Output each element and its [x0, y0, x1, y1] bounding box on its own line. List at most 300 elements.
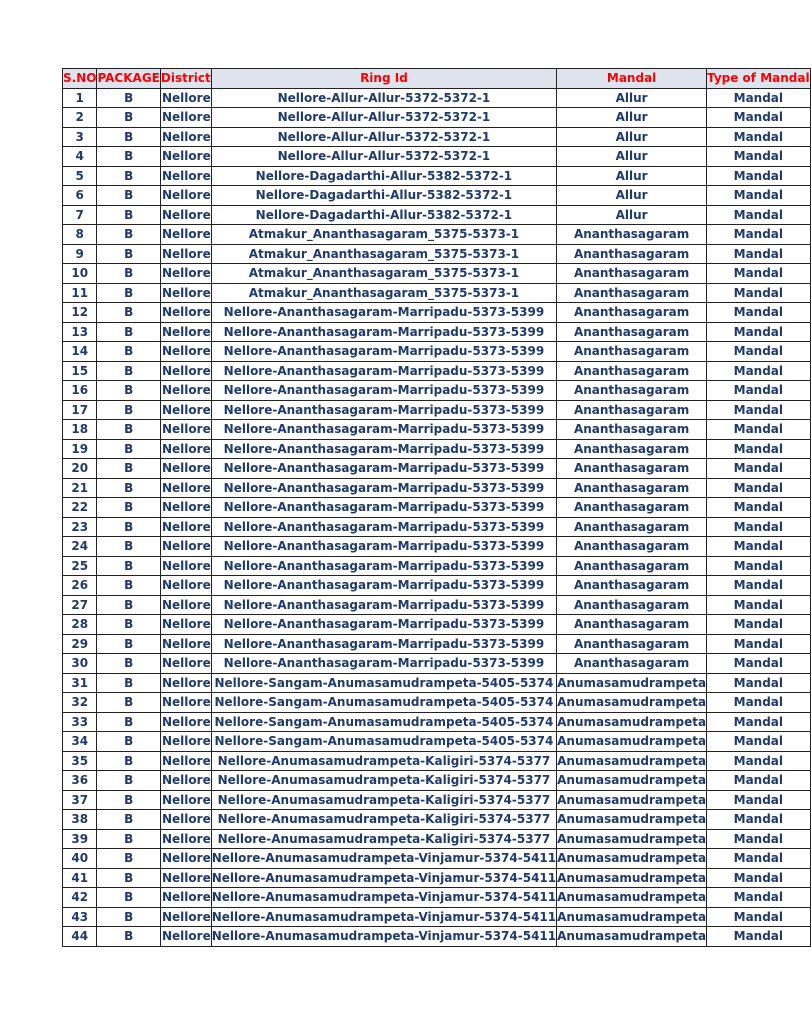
cell-type-of-mandal: Mandal — [707, 186, 811, 206]
cell-district: Nellore — [160, 712, 211, 732]
table-row — [63, 673, 811, 693]
cell-mandal: Ananthasagaram — [557, 400, 707, 420]
cell-ring-id: Nellore-Anumasamudrampeta-Kaligiri-5374-5377 — [211, 751, 556, 771]
cell-district: Nellore — [160, 771, 211, 791]
cell-sno: 40 — [63, 849, 97, 869]
cell-type-of-mandal: Mandal — [707, 361, 811, 381]
cell-ring-id: Nellore-Ananthasagaram-Marripadu-5373-5399 — [211, 615, 556, 635]
cell-mandal: Ananthasagaram — [557, 459, 707, 479]
cell-ring-id: Nellore-Dagadarthi-Allur-5382-5372-1 — [211, 166, 556, 186]
cell-sno: 8 — [63, 225, 97, 245]
cell-ring-id: Nellore-Anumasamudrampeta-Kaligiri-5374-5377 — [211, 771, 556, 791]
table-row — [63, 400, 811, 420]
cell-ring-id: Nellore-Allur-Allur-5372-5372-1 — [211, 127, 556, 147]
cell-type-of-mandal: Mandal — [707, 381, 811, 401]
header-ring-id: Ring Id — [211, 69, 556, 89]
table-row — [63, 537, 811, 557]
cell-district: Nellore — [160, 205, 211, 225]
cell-ring-id: Nellore-Anumasamudrampeta-Vinjamur-5374-5411 — [211, 888, 556, 908]
cell-ring-id: Nellore-Allur-Allur-5372-5372-1 — [211, 147, 556, 167]
cell-mandal: Ananthasagaram — [557, 595, 707, 615]
cell-district: Nellore — [160, 147, 211, 167]
cell-district: Nellore — [160, 264, 211, 284]
cell-ring-id: Nellore-Sangam-Anumasamudrampeta-5405-5374 — [211, 712, 556, 732]
header-district: District — [160, 69, 211, 89]
cell-mandal: Ananthasagaram — [557, 361, 707, 381]
cell-type-of-mandal: Mandal — [707, 517, 811, 537]
cell-district: Nellore — [160, 439, 211, 459]
cell-type-of-mandal: Mandal — [707, 342, 811, 362]
cell-district: Nellore — [160, 361, 211, 381]
cell-mandal: Ananthasagaram — [557, 381, 707, 401]
table-row — [63, 751, 811, 771]
cell-sno: 9 — [63, 244, 97, 264]
cell-district: Nellore — [160, 849, 211, 869]
cell-mandal: Anumasamudrampeta — [557, 927, 707, 947]
cell-mandal: Ananthasagaram — [557, 322, 707, 342]
cell-ring-id: Nellore-Ananthasagaram-Marripadu-5373-5399 — [211, 420, 556, 440]
table-row — [63, 790, 811, 810]
cell-mandal: Allur — [557, 88, 707, 108]
table-row — [63, 283, 811, 303]
cell-district: Nellore — [160, 537, 211, 557]
cell-mandal: Anumasamudrampeta — [557, 693, 707, 713]
cell-ring-id: Nellore-Sangam-Anumasamudrampeta-5405-5374 — [211, 693, 556, 713]
cell-type-of-mandal: Mandal — [707, 498, 811, 518]
cell-ring-id: Nellore-Ananthasagaram-Marripadu-5373-5399 — [211, 517, 556, 537]
cell-sno: 11 — [63, 283, 97, 303]
cell-package: B — [97, 127, 160, 147]
table-row — [63, 342, 811, 362]
cell-type-of-mandal: Mandal — [707, 576, 811, 596]
cell-district: Nellore — [160, 595, 211, 615]
cell-sno: 25 — [63, 556, 97, 576]
table-row — [63, 517, 811, 537]
cell-district: Nellore — [160, 166, 211, 186]
cell-district: Nellore — [160, 459, 211, 479]
cell-type-of-mandal: Mandal — [707, 283, 811, 303]
table-row — [63, 615, 811, 635]
cell-sno: 16 — [63, 381, 97, 401]
cell-mandal: Allur — [557, 186, 707, 206]
cell-ring-id: Atmakur_Ananthasagaram_5375-5373-1 — [211, 244, 556, 264]
cell-ring-id: Nellore-Ananthasagaram-Marripadu-5373-5399 — [211, 498, 556, 518]
cell-type-of-mandal: Mandal — [707, 88, 811, 108]
cell-mandal: Ananthasagaram — [557, 303, 707, 323]
cell-district: Nellore — [160, 868, 211, 888]
cell-sno: 42 — [63, 888, 97, 908]
cell-mandal: Ananthasagaram — [557, 654, 707, 674]
cell-mandal: Ananthasagaram — [557, 283, 707, 303]
table-row — [63, 654, 811, 674]
cell-district: Nellore — [160, 400, 211, 420]
cell-package: B — [97, 556, 160, 576]
cell-mandal: Allur — [557, 166, 707, 186]
cell-type-of-mandal: Mandal — [707, 537, 811, 557]
cell-mandal: Anumasamudrampeta — [557, 712, 707, 732]
cell-mandal: Allur — [557, 205, 707, 225]
cell-mandal: Ananthasagaram — [557, 517, 707, 537]
cell-package: B — [97, 712, 160, 732]
cell-mandal: Ananthasagaram — [557, 420, 707, 440]
cell-mandal: Ananthasagaram — [557, 537, 707, 557]
table-row — [63, 108, 811, 128]
cell-ring-id: Nellore-Anumasamudrampeta-Vinjamur-5374-5411 — [211, 868, 556, 888]
cell-type-of-mandal: Mandal — [707, 712, 811, 732]
cell-type-of-mandal: Mandal — [707, 166, 811, 186]
cell-ring-id: Nellore-Ananthasagaram-Marripadu-5373-5399 — [211, 537, 556, 557]
cell-district: Nellore — [160, 634, 211, 654]
cell-sno: 12 — [63, 303, 97, 323]
table-row — [63, 693, 811, 713]
cell-mandal: Ananthasagaram — [557, 478, 707, 498]
cell-district: Nellore — [160, 342, 211, 362]
cell-district: Nellore — [160, 751, 211, 771]
cell-type-of-mandal: Mandal — [707, 634, 811, 654]
cell-ring-id: Nellore-Anumasamudrampeta-Kaligiri-5374-5377 — [211, 790, 556, 810]
header-sno: S.NO — [63, 69, 97, 89]
cell-type-of-mandal: Mandal — [707, 654, 811, 674]
cell-package: B — [97, 342, 160, 362]
cell-package: B — [97, 420, 160, 440]
cell-sno: 35 — [63, 751, 97, 771]
cell-ring-id: Nellore-Ananthasagaram-Marripadu-5373-5399 — [211, 400, 556, 420]
cell-package: B — [97, 303, 160, 323]
cell-district: Nellore — [160, 810, 211, 830]
cell-district: Nellore — [160, 654, 211, 674]
cell-sno: 38 — [63, 810, 97, 830]
cell-sno: 4 — [63, 147, 97, 167]
cell-sno: 44 — [63, 927, 97, 947]
cell-package: B — [97, 264, 160, 284]
cell-package: B — [97, 888, 160, 908]
table-row — [63, 420, 811, 440]
table-row — [63, 361, 811, 381]
cell-mandal: Allur — [557, 108, 707, 128]
cell-package: B — [97, 673, 160, 693]
cell-type-of-mandal: Mandal — [707, 790, 811, 810]
cell-ring-id: Nellore-Allur-Allur-5372-5372-1 — [211, 88, 556, 108]
cell-type-of-mandal: Mandal — [707, 732, 811, 752]
table-row — [63, 634, 811, 654]
cell-district: Nellore — [160, 381, 211, 401]
cell-district: Nellore — [160, 927, 211, 947]
cell-mandal: Anumasamudrampeta — [557, 790, 707, 810]
table-row — [63, 303, 811, 323]
cell-district: Nellore — [160, 244, 211, 264]
cell-package: B — [97, 868, 160, 888]
cell-ring-id: Nellore-Anumasamudrampeta-Vinjamur-5374-5411 — [211, 849, 556, 869]
table-row — [63, 244, 811, 264]
cell-sno: 28 — [63, 615, 97, 635]
cell-sno: 1 — [63, 88, 97, 108]
table-row — [63, 478, 811, 498]
cell-district: Nellore — [160, 907, 211, 927]
cell-sno: 10 — [63, 264, 97, 284]
cell-district: Nellore — [160, 127, 211, 147]
cell-sno: 14 — [63, 342, 97, 362]
header-mandal: Mandal — [557, 69, 707, 89]
cell-type-of-mandal: Mandal — [707, 439, 811, 459]
cell-type-of-mandal: Mandal — [707, 615, 811, 635]
cell-sno: 33 — [63, 712, 97, 732]
cell-type-of-mandal: Mandal — [707, 673, 811, 693]
cell-district: Nellore — [160, 790, 211, 810]
cell-package: B — [97, 517, 160, 537]
cell-mandal: Ananthasagaram — [557, 225, 707, 245]
cell-sno: 22 — [63, 498, 97, 518]
table-row — [63, 595, 811, 615]
table-row — [63, 907, 811, 927]
cell-package: B — [97, 381, 160, 401]
cell-package: B — [97, 498, 160, 518]
cell-package: B — [97, 322, 160, 342]
cell-package: B — [97, 907, 160, 927]
cell-sno: 43 — [63, 907, 97, 927]
cell-package: B — [97, 849, 160, 869]
cell-package: B — [97, 225, 160, 245]
table-row — [63, 264, 811, 284]
cell-mandal: Allur — [557, 127, 707, 147]
cell-ring-id: Atmakur_Ananthasagaram_5375-5373-1 — [211, 264, 556, 284]
cell-package: B — [97, 108, 160, 128]
cell-ring-id: Nellore-Anumasamudrampeta-Vinjamur-5374-5411 — [211, 907, 556, 927]
cell-ring-id: Nellore-Sangam-Anumasamudrampeta-5405-5374 — [211, 732, 556, 752]
table-row — [63, 849, 811, 869]
cell-mandal: Anumasamudrampeta — [557, 888, 707, 908]
cell-type-of-mandal: Mandal — [707, 205, 811, 225]
cell-package: B — [97, 186, 160, 206]
cell-mandal: Ananthasagaram — [557, 342, 707, 362]
cell-mandal: Ananthasagaram — [557, 264, 707, 284]
cell-ring-id: Nellore-Ananthasagaram-Marripadu-5373-5399 — [211, 654, 556, 674]
cell-type-of-mandal: Mandal — [707, 108, 811, 128]
cell-sno: 23 — [63, 517, 97, 537]
table-row — [63, 771, 811, 791]
cell-district: Nellore — [160, 576, 211, 596]
cell-type-of-mandal: Mandal — [707, 595, 811, 615]
cell-type-of-mandal: Mandal — [707, 322, 811, 342]
table-row — [63, 127, 811, 147]
table-row — [63, 166, 811, 186]
cell-package: B — [97, 927, 160, 947]
cell-package: B — [97, 829, 160, 849]
cell-mandal: Ananthasagaram — [557, 634, 707, 654]
cell-ring-id: Nellore-Ananthasagaram-Marripadu-5373-5399 — [211, 342, 556, 362]
table-row — [63, 576, 811, 596]
cell-ring-id: Nellore-Ananthasagaram-Marripadu-5373-5399 — [211, 439, 556, 459]
cell-type-of-mandal: Mandal — [707, 478, 811, 498]
cell-sno: 34 — [63, 732, 97, 752]
cell-sno: 29 — [63, 634, 97, 654]
header-row — [63, 69, 811, 89]
cell-district: Nellore — [160, 478, 211, 498]
cell-package: B — [97, 205, 160, 225]
cell-district: Nellore — [160, 283, 211, 303]
cell-ring-id: Atmakur_Ananthasagaram_5375-5373-1 — [211, 225, 556, 245]
cell-mandal: Ananthasagaram — [557, 556, 707, 576]
table-row — [63, 868, 811, 888]
cell-sno: 30 — [63, 654, 97, 674]
cell-type-of-mandal: Mandal — [707, 771, 811, 791]
cell-ring-id: Nellore-Ananthasagaram-Marripadu-5373-5399 — [211, 322, 556, 342]
header-type-of-mandal: Type of Mandal — [707, 69, 811, 89]
cell-package: B — [97, 615, 160, 635]
ring-table — [62, 68, 811, 947]
cell-mandal: Ananthasagaram — [557, 615, 707, 635]
table-row — [63, 225, 811, 245]
cell-ring-id: Nellore-Anumasamudrampeta-Kaligiri-5374-5377 — [211, 829, 556, 849]
cell-mandal: Ananthasagaram — [557, 439, 707, 459]
cell-type-of-mandal: Mandal — [707, 420, 811, 440]
cell-district: Nellore — [160, 322, 211, 342]
table-row — [63, 459, 811, 479]
cell-sno: 24 — [63, 537, 97, 557]
table-row — [63, 829, 811, 849]
cell-package: B — [97, 478, 160, 498]
cell-sno: 6 — [63, 186, 97, 206]
cell-sno: 36 — [63, 771, 97, 791]
cell-ring-id: Atmakur_Ananthasagaram_5375-5373-1 — [211, 283, 556, 303]
cell-type-of-mandal: Mandal — [707, 927, 811, 947]
cell-package: B — [97, 283, 160, 303]
cell-district: Nellore — [160, 673, 211, 693]
cell-package: B — [97, 361, 160, 381]
cell-type-of-mandal: Mandal — [707, 459, 811, 479]
cell-sno: 15 — [63, 361, 97, 381]
table-row — [63, 810, 811, 830]
cell-sno: 2 — [63, 108, 97, 128]
table-row — [63, 322, 811, 342]
cell-package: B — [97, 439, 160, 459]
cell-sno: 32 — [63, 693, 97, 713]
cell-mandal: Ananthasagaram — [557, 244, 707, 264]
cell-package: B — [97, 459, 160, 479]
cell-ring-id: Nellore-Ananthasagaram-Marripadu-5373-5399 — [211, 576, 556, 596]
cell-sno: 39 — [63, 829, 97, 849]
cell-package: B — [97, 693, 160, 713]
cell-sno: 3 — [63, 127, 97, 147]
table-row — [63, 186, 811, 206]
cell-mandal: Anumasamudrampeta — [557, 829, 707, 849]
cell-district: Nellore — [160, 693, 211, 713]
cell-ring-id: Nellore-Anumasamudrampeta-Vinjamur-5374-5411 — [211, 927, 556, 947]
cell-type-of-mandal: Mandal — [707, 751, 811, 771]
cell-type-of-mandal: Mandal — [707, 888, 811, 908]
table-row — [63, 205, 811, 225]
cell-sno: 37 — [63, 790, 97, 810]
cell-type-of-mandal: Mandal — [707, 907, 811, 927]
cell-sno: 26 — [63, 576, 97, 596]
cell-type-of-mandal: Mandal — [707, 868, 811, 888]
cell-mandal: Anumasamudrampeta — [557, 673, 707, 693]
table-row — [63, 88, 811, 108]
cell-type-of-mandal: Mandal — [707, 303, 811, 323]
cell-type-of-mandal: Mandal — [707, 127, 811, 147]
table-row — [63, 498, 811, 518]
table-row — [63, 732, 811, 752]
cell-sno: 19 — [63, 439, 97, 459]
cell-package: B — [97, 790, 160, 810]
cell-mandal: Anumasamudrampeta — [557, 810, 707, 830]
cell-district: Nellore — [160, 303, 211, 323]
table-row — [63, 147, 811, 167]
cell-package: B — [97, 634, 160, 654]
cell-package: B — [97, 537, 160, 557]
cell-ring-id: Nellore-Dagadarthi-Allur-5382-5372-1 — [211, 205, 556, 225]
cell-ring-id: Nellore-Ananthasagaram-Marripadu-5373-5399 — [211, 381, 556, 401]
cell-package: B — [97, 810, 160, 830]
cell-package: B — [97, 732, 160, 752]
cell-mandal: Allur — [557, 147, 707, 167]
cell-ring-id: Nellore-Ananthasagaram-Marripadu-5373-5399 — [211, 595, 556, 615]
cell-ring-id: Nellore-Ananthasagaram-Marripadu-5373-5399 — [211, 478, 556, 498]
cell-mandal: Anumasamudrampeta — [557, 732, 707, 752]
cell-district: Nellore — [160, 732, 211, 752]
cell-type-of-mandal: Mandal — [707, 225, 811, 245]
cell-type-of-mandal: Mandal — [707, 556, 811, 576]
cell-type-of-mandal: Mandal — [707, 147, 811, 167]
cell-district: Nellore — [160, 615, 211, 635]
cell-district: Nellore — [160, 517, 211, 537]
cell-package: B — [97, 751, 160, 771]
cell-ring-id: Nellore-Allur-Allur-5372-5372-1 — [211, 108, 556, 128]
cell-mandal: Anumasamudrampeta — [557, 849, 707, 869]
cell-mandal: Anumasamudrampeta — [557, 868, 707, 888]
cell-ring-id: Nellore-Anumasamudrampeta-Kaligiri-5374-5377 — [211, 810, 556, 830]
cell-district: Nellore — [160, 420, 211, 440]
cell-sno: 13 — [63, 322, 97, 342]
cell-ring-id: Nellore-Ananthasagaram-Marripadu-5373-5399 — [211, 361, 556, 381]
cell-sno: 17 — [63, 400, 97, 420]
cell-package: B — [97, 771, 160, 791]
cell-package: B — [97, 166, 160, 186]
cell-district: Nellore — [160, 498, 211, 518]
cell-sno: 27 — [63, 595, 97, 615]
cell-ring-id: Nellore-Ananthasagaram-Marripadu-5373-5399 — [211, 459, 556, 479]
table-row — [63, 927, 811, 947]
cell-mandal: Anumasamudrampeta — [557, 771, 707, 791]
cell-type-of-mandal: Mandal — [707, 400, 811, 420]
cell-type-of-mandal: Mandal — [707, 810, 811, 830]
cell-package: B — [97, 400, 160, 420]
cell-sno: 18 — [63, 420, 97, 440]
cell-mandal: Ananthasagaram — [557, 498, 707, 518]
cell-package: B — [97, 595, 160, 615]
cell-district: Nellore — [160, 186, 211, 206]
cell-district: Nellore — [160, 556, 211, 576]
cell-package: B — [97, 576, 160, 596]
cell-package: B — [97, 88, 160, 108]
cell-sno: 21 — [63, 478, 97, 498]
table-row — [63, 888, 811, 908]
cell-type-of-mandal: Mandal — [707, 244, 811, 264]
cell-district: Nellore — [160, 88, 211, 108]
table-row — [63, 712, 811, 732]
cell-district: Nellore — [160, 888, 211, 908]
cell-type-of-mandal: Mandal — [707, 849, 811, 869]
cell-ring-id: Nellore-Ananthasagaram-Marripadu-5373-5399 — [211, 303, 556, 323]
cell-district: Nellore — [160, 829, 211, 849]
cell-type-of-mandal: Mandal — [707, 693, 811, 713]
cell-ring-id: Nellore-Sangam-Anumasamudrampeta-5405-5374 — [211, 673, 556, 693]
cell-mandal: Ananthasagaram — [557, 576, 707, 596]
cell-mandal: Anumasamudrampeta — [557, 907, 707, 927]
header-package: PACKAGE — [97, 69, 160, 89]
cell-sno: 5 — [63, 166, 97, 186]
cell-package: B — [97, 654, 160, 674]
cell-sno: 41 — [63, 868, 97, 888]
